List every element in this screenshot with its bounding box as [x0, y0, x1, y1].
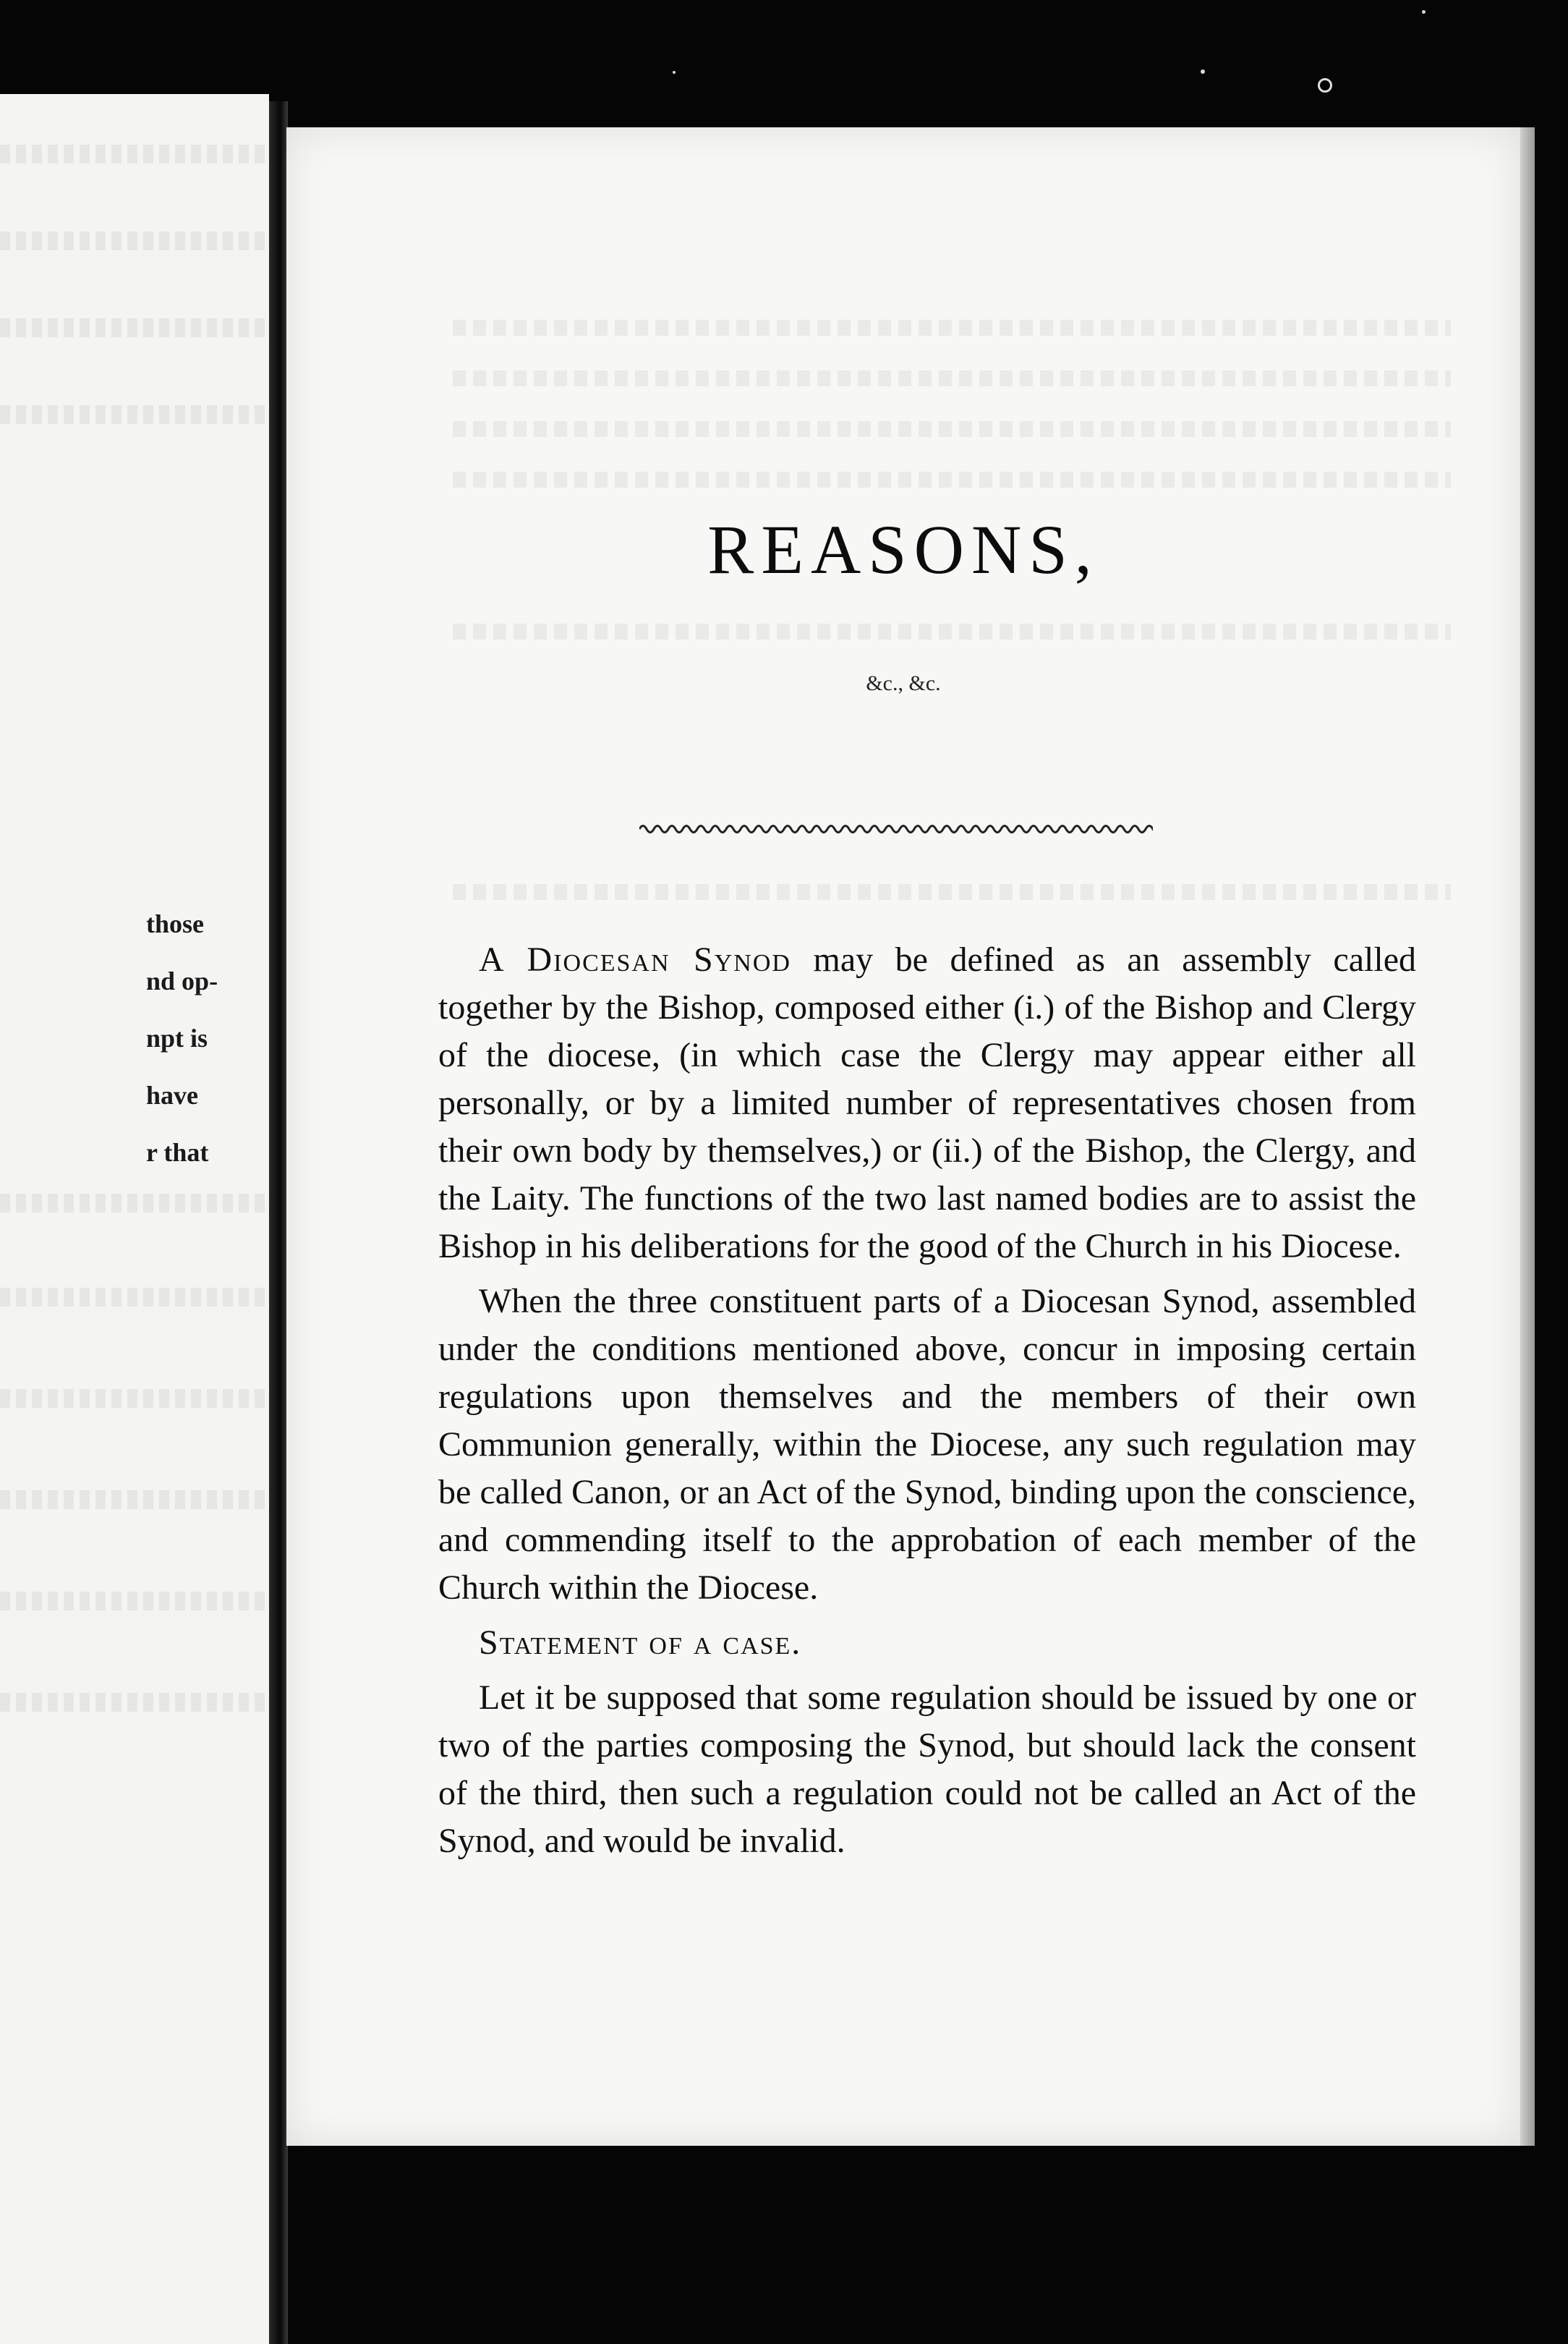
- page-fore-edge: [1520, 127, 1535, 2146]
- section-heading: Statement of a case.: [479, 1623, 802, 1662]
- show-through-line: [0, 232, 269, 250]
- show-through-line: [0, 1693, 269, 1712]
- show-through-line: [453, 421, 1451, 437]
- paragraph-lead-smallcaps: A Diocesan Synod: [479, 940, 791, 979]
- left-fragment-line: r that: [146, 1138, 209, 1167]
- dust-speck: [1201, 69, 1205, 74]
- left-fragment-line: nd op-: [146, 967, 218, 995]
- show-through-line: [0, 1592, 269, 1610]
- show-through-line: [453, 370, 1451, 386]
- page-title: REASONS,: [707, 511, 1099, 588]
- show-through-line: [0, 1288, 269, 1307]
- binding-gutter: [269, 101, 288, 2344]
- show-through-line: [0, 318, 269, 337]
- page-subtitle: &c., &c.: [866, 671, 941, 695]
- main-page: [286, 127, 1530, 2146]
- paragraph-definition: [438, 936, 1416, 1270]
- dust-speck: [1422, 10, 1426, 14]
- show-through-line: [0, 405, 269, 424]
- show-through-line: [0, 1194, 269, 1213]
- left-fragment-line: npt is: [146, 1024, 208, 1053]
- show-through-line: [453, 320, 1451, 336]
- show-through-line: [453, 472, 1451, 488]
- dust-speck: [673, 71, 676, 74]
- wavy-rule-ornament: [639, 818, 1153, 840]
- body-text: [438, 936, 1416, 1865]
- left-fragment-line: have: [146, 1081, 198, 1110]
- show-through-line: [453, 624, 1451, 640]
- paragraph-text: When the three constituent parts of a Diocesan Synod, assembled under the conditions mentioned above, concur in imposing certain regulations upon themselves and the members of their own Communion generally, within the Diocese, any such regulation may be called Canon, or an Act of the Synod, binding upon the conscience, and commending itself to the approbation of each member of the Church within the Diocese.: [438, 1282, 1416, 1607]
- dust-speck: [1318, 78, 1332, 93]
- show-through-line: [0, 1490, 269, 1509]
- left-page-text-fragments: [146, 896, 262, 1181]
- paragraph-canon: [438, 1278, 1416, 1612]
- paragraph-text: may be defined as an assembly called together by the Bishop, composed either (i.) of the Bishop and Clergy of the diocese, (in which case the Clergy may appear either all personally, or by a limited number of representatives chosen from their own body by themselves,) or (ii.) of the Bishop, the Clergy, and the Laity. The functions of the two last named bodies are to assist the Bishop in his deliberations for the good of the Church in his Diocese.: [438, 940, 1416, 1265]
- show-through-line: [0, 1389, 269, 1408]
- facing-left-page: [0, 94, 269, 2344]
- show-through-line: [453, 884, 1451, 900]
- paragraph-case: Let it be supposed that some regulation should be issued by one or two of the parties composing the Synod, but should lack the consent of the third, then such a regulation could not be called an Act of the Synod, and would be invalid.: [438, 1678, 1416, 1860]
- left-fragment-line: those: [146, 909, 204, 938]
- show-through-line: [0, 145, 269, 164]
